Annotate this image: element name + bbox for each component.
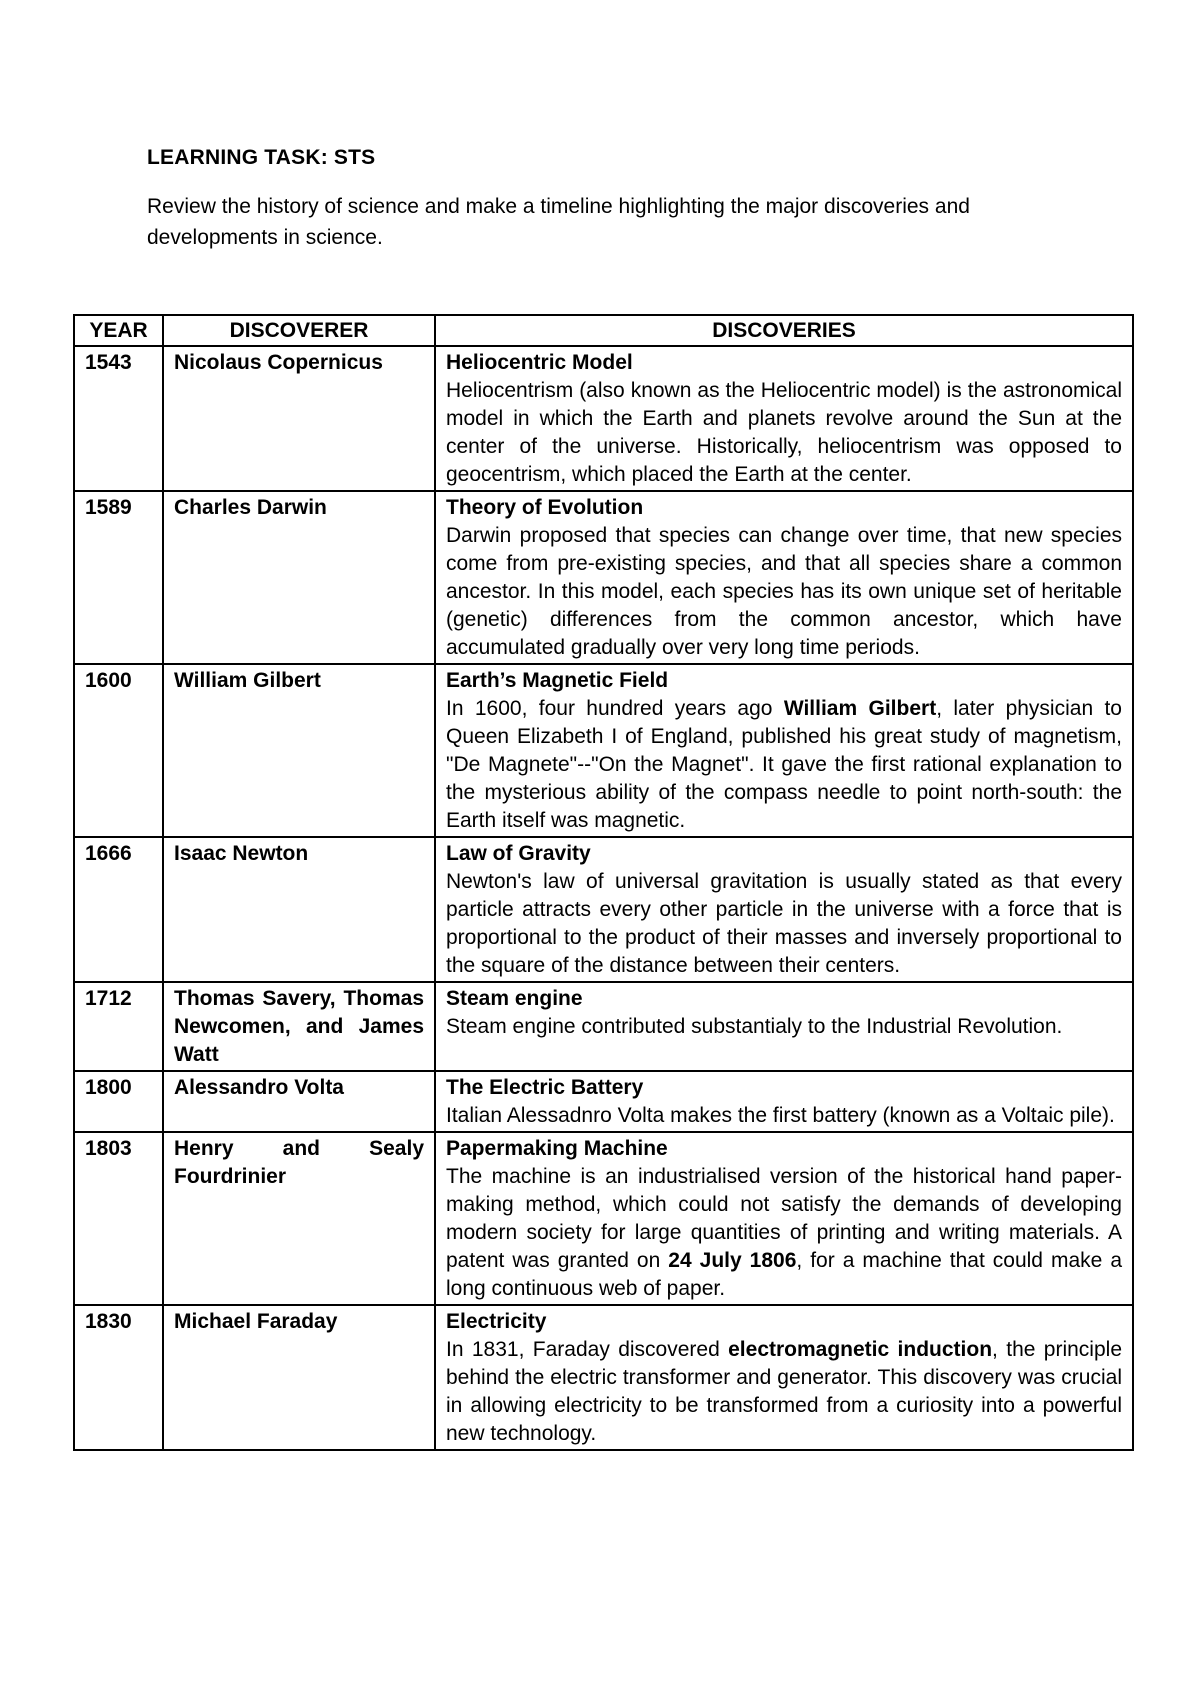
discovery-title: Theory of Evolution [446, 496, 644, 519]
description-emphasis: 24 July 1806 [668, 1249, 797, 1272]
table-row [74, 491, 1133, 664]
row-discovery [435, 664, 1133, 837]
row-discovery [435, 1132, 1133, 1305]
discovery-title: Earth’s Magnetic Field [446, 669, 669, 692]
description-text: , for a machine that could make a long continuous web of paper. [446, 1249, 1123, 1300]
table-header-row [74, 315, 1133, 346]
column-header-discoveries: DISCOVERIES [435, 315, 1133, 346]
timeline-table [73, 314, 1134, 1451]
discovery-title: Papermaking Machine [446, 1137, 668, 1160]
description-emphasis: William Gilbert [783, 697, 937, 720]
row-discoverer: Nicolaus Copernicus [163, 346, 435, 491]
description-text: Steam engine contributed substantialy to the Industrial Revolution. [446, 1015, 1063, 1038]
description-text: In 1600, four hundred years ago [446, 697, 784, 720]
column-header-year: YEAR [74, 315, 163, 346]
discovery-description [446, 868, 1122, 980]
description-text: , the principle behind the electric transformer and generator. This discovery was crucial in allowing electricity to be transformed from a curiosity into a powerful new technology. [446, 1338, 1122, 1445]
row-discoverer: Charles Darwin [163, 491, 435, 664]
row-discovery [435, 982, 1133, 1071]
description-text: Newton's law of universal gravitation is usually stated as that every particle attracts every other particle in the universe with a force that is proportional to the product of their masses and inversely proportional to the square of the distance between their centers. [446, 870, 1122, 977]
discovery-description [446, 1102, 1122, 1130]
row-discoverer: Isaac Newton [163, 837, 435, 982]
discovery-description [446, 695, 1122, 835]
table-row [74, 1071, 1133, 1132]
table-row [74, 346, 1133, 491]
discovery-title: Steam engine [446, 987, 583, 1010]
discovery-description [446, 377, 1122, 489]
discovery-description [446, 1013, 1122, 1041]
row-discoverer: William Gilbert [163, 664, 435, 837]
description-emphasis: electromagnetic induction [728, 1338, 993, 1361]
row-discovery [435, 346, 1133, 491]
row-discovery [435, 1071, 1133, 1132]
discovery-description [446, 1336, 1122, 1448]
row-discoverer: Thomas Savery, Thomas Newcomen, and James Watt [163, 982, 435, 1071]
discovery-title: Law of Gravity [446, 842, 591, 865]
row-discovery [435, 1305, 1133, 1450]
table-row [74, 664, 1133, 837]
row-year: 1803 [74, 1132, 163, 1305]
discovery-title: The Electric Battery [446, 1076, 644, 1099]
row-discoverer: Alessandro Volta [163, 1071, 435, 1132]
row-year: 1600 [74, 664, 163, 837]
table-row [74, 982, 1133, 1071]
row-discovery [435, 837, 1133, 982]
table-row [74, 837, 1133, 982]
description-text: The machine is an industrialised version of the historical hand paper-making method, which could not satisfy the demands of developing modern society for large quantities of printing and writing materials. A patent was granted on [446, 1165, 1122, 1272]
table-row [74, 1305, 1133, 1450]
column-header-discoverer: DISCOVERER [163, 315, 435, 346]
description-text: Italian Alessadnro Volta makes the first battery (known as a Voltaic pile). [446, 1104, 1115, 1127]
timeline-body [74, 346, 1133, 1450]
description-text: , later physician to Queen Elizabeth I of England, published his great study of magnetism, "De Magnete"--"On the Magnet". It gave the first rational explanation to the mysterious ability of the compass needle to point north-south: the Earth itself was magnetic. [446, 697, 1122, 832]
row-year: 1830 [74, 1305, 163, 1450]
row-year: 1712 [74, 982, 163, 1071]
row-discovery [435, 491, 1133, 664]
discovery-description [446, 522, 1122, 662]
row-year: 1589 [74, 491, 163, 664]
description-text: Heliocentrism (also known as the Heliocentric model) is the astronomical model in which the Earth and planets revolve around the Sun at the center of the universe. Historically, heliocentrism was opposed to geocentrism, which placed the Earth at the center. [446, 379, 1122, 486]
row-discoverer: Michael Faraday [163, 1305, 435, 1450]
description-text: In 1831, Faraday discovered [446, 1338, 729, 1361]
task-title: LEARNING TASK: STS [147, 146, 376, 169]
row-year: 1666 [74, 837, 163, 982]
row-year: 1543 [74, 346, 163, 491]
row-year: 1800 [74, 1071, 163, 1132]
discovery-title: Heliocentric Model [446, 351, 633, 374]
task-instructions: Review the history of science and make a timeline highlighting the major discoveries and developments in science. [147, 195, 970, 249]
row-discoverer: Henry and Sealy Fourdrinier [163, 1132, 435, 1305]
description-text: Darwin proposed that species can change over time, that new species come from pre-existing species, and that all species share a common ancestor. In this model, each species has its own unique set of heritable (genetic) differences from the common ancestor, which have accumulated gradually over very long time periods. [446, 524, 1122, 659]
table-row [74, 1132, 1133, 1305]
discovery-description [446, 1163, 1122, 1303]
discovery-title: Electricity [446, 1310, 547, 1333]
